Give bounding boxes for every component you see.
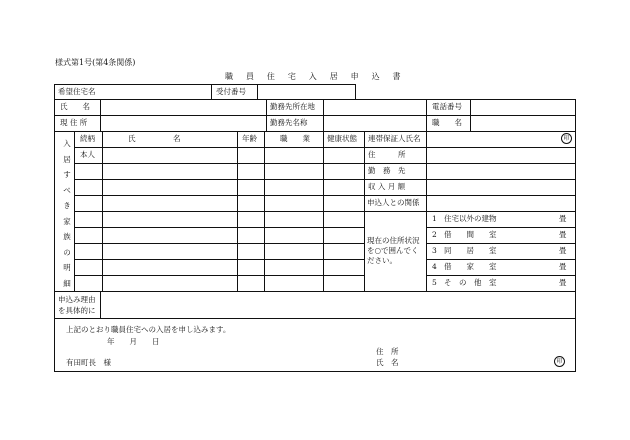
housing-option[interactable] (427, 212, 573, 226)
family-label-char: き (63, 201, 71, 210)
guarantor-name-field[interactable] (427, 132, 573, 146)
guarantor-address-label: 住 所 (368, 150, 406, 159)
family-label-char: べ (63, 185, 71, 195)
housing-option-number: 1 (432, 214, 437, 223)
col-name: 氏 名 (128, 134, 181, 143)
declarant-address-field[interactable] (404, 345, 554, 356)
workplace-address-field[interactable] (324, 100, 425, 114)
declarant-name-label: 氏 名 (376, 358, 399, 367)
reason-field[interactable] (101, 292, 573, 317)
workplace-name-label: 勤務先名称 (270, 118, 308, 127)
housing-option-label: 住宅以外の建物 (444, 214, 497, 223)
family-label-char: 家 (63, 216, 71, 226)
housing-option-number: 2 (432, 230, 437, 239)
housing-option[interactable] (427, 276, 573, 290)
housing-option-label: 借 間 室 (444, 230, 497, 239)
family-label-char: 族 (63, 232, 71, 241)
applicant-name-field[interactable] (101, 100, 265, 114)
reason-label-line2: を具体的に (58, 306, 96, 315)
housing-option-unit: 畳 (559, 262, 567, 271)
family-details-label (62, 140, 72, 295)
reception-number-field[interactable] (258, 85, 353, 98)
position-field[interactable] (471, 116, 573, 130)
col-relation: 続柄 (80, 134, 95, 143)
self-relation: 本人 (80, 150, 95, 159)
current-address-field[interactable] (101, 116, 265, 130)
guarantor-address-field[interactable] (427, 148, 573, 162)
housing-status-prompt: 現在の住所状況を○で囲んでください。 (367, 236, 420, 265)
workplace-name-field[interactable] (324, 116, 425, 130)
reception-number-label: 受付番号 (216, 87, 246, 96)
position-label: 職 名 (432, 118, 462, 127)
current-address-label: 現 住 所 (60, 118, 88, 127)
family-label-char: 細 (63, 278, 71, 288)
housing-option-unit: 畳 (559, 246, 567, 255)
housing-option-number: 5 (432, 278, 437, 287)
guarantor-relation-label: 申込人との関係 (367, 198, 420, 207)
housing-option-unit: 畳 (559, 230, 567, 239)
col-job: 職 業 (280, 134, 310, 143)
family-label-char: す (63, 170, 71, 179)
page-title: 職 員 住 宅 入 居 申 込 書 (225, 72, 406, 81)
housing-option[interactable] (427, 244, 573, 258)
declaration-addressee: 有田町長 様 (66, 358, 111, 367)
declarant-name-field[interactable] (404, 357, 554, 368)
guarantor-relation-field[interactable] (427, 196, 573, 210)
workplace-address-label: 勤務先所在地 (270, 102, 315, 111)
housing-option-number: 3 (432, 246, 437, 255)
declarant-address-label: 住 所 (376, 347, 399, 356)
reason-label-line1: 申込み理由 (58, 295, 96, 304)
family-label-char: の (63, 247, 71, 257)
family-label-char: 明 (63, 263, 71, 272)
phone-label: 電話番号 (432, 102, 462, 111)
guarantor-workplace-field[interactable] (427, 164, 573, 178)
housing-option-label: 借 家 室 (444, 262, 497, 271)
housing-option-label: 同 居 室 (444, 246, 497, 255)
guarantor-seal-icon: 印 (561, 133, 572, 144)
guarantor-income-field[interactable] (427, 180, 573, 194)
guarantor-income-label: 収 入 月 額 (368, 182, 406, 191)
desired-house-field[interactable] (110, 85, 210, 98)
housing-option-unit: 畳 (559, 278, 567, 287)
housing-option-label: そ の 他 室 (444, 278, 497, 287)
declarant-seal-icon: 印 (554, 356, 565, 367)
phone-field[interactable] (471, 100, 573, 114)
housing-option[interactable] (427, 260, 573, 274)
form-number: 様式第1号(第4条関係) (55, 58, 136, 67)
housing-option-unit: 畳 (559, 214, 567, 223)
guarantor-name-label: 連帯保証人氏名 (368, 134, 421, 143)
applicant-name-label: 氏 名 (60, 102, 90, 111)
col-health: 健康状態 (327, 134, 357, 143)
declaration-date: 年 月 日 (107, 337, 160, 346)
housing-option-number: 4 (432, 262, 437, 271)
desired-house-label: 希望住宅名 (58, 87, 96, 96)
guarantor-workplace-label: 勤 務 先 (368, 166, 406, 175)
housing-option[interactable] (427, 228, 573, 242)
col-age: 年齢 (242, 134, 257, 143)
declaration-statement: 上記のとおり職員住宅への入居を申し込みます。 (66, 325, 231, 334)
family-label-char: 居 (63, 154, 71, 164)
family-label-char: 入 (63, 139, 71, 148)
